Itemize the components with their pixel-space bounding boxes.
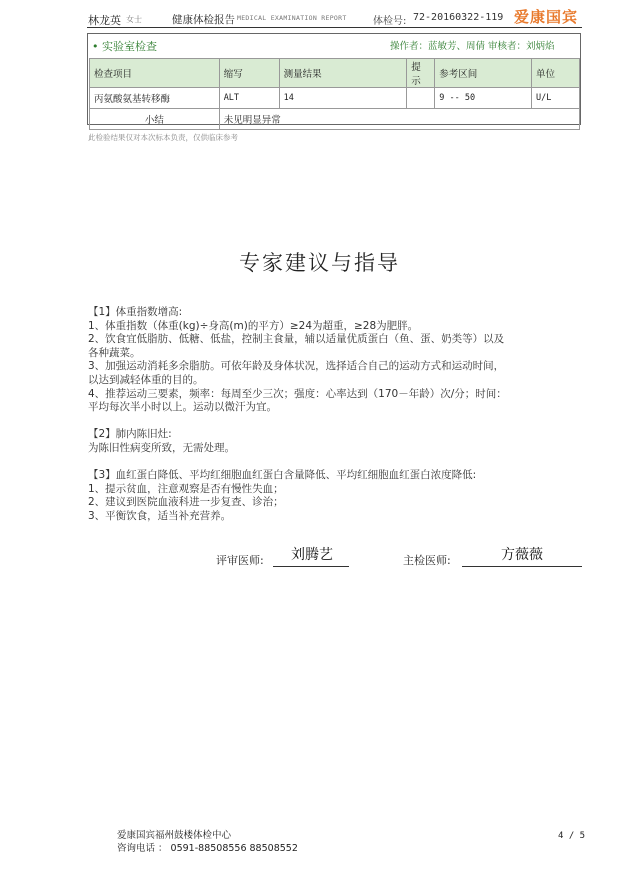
advice-line: 平均每次半小时以上。运动以微汗为宜。	[88, 401, 277, 414]
advice-line: 2、建议到医院血液科进一步复查、诊治；	[88, 496, 284, 509]
section-operators: 操作者：蓝敏芳、周倩 审核者：刘炳焰	[390, 41, 555, 52]
col-header-range: 参考区间	[435, 59, 532, 88]
patient-name: 林龙英	[88, 14, 121, 27]
cell-range: 9 -- 50	[435, 88, 532, 109]
advice-title: 专家建议与指导	[239, 251, 400, 275]
cell-hint	[407, 88, 435, 109]
chief-signature: 方薇薇	[501, 547, 543, 563]
brand-logo: 爱康国宾	[514, 8, 579, 26]
report-title-en: MEDICAL EXAMINATION REPORT	[237, 14, 347, 22]
col-header-hint: 提示	[407, 59, 435, 88]
col-header-item: 检查项目	[90, 59, 220, 88]
lab-results-table	[89, 58, 580, 130]
advice-line: 【2】肺内陈旧灶:	[88, 428, 172, 441]
patient-gender: 女士	[126, 15, 142, 24]
summary-row	[90, 109, 580, 130]
summary-value: 未见明显异常	[219, 109, 579, 130]
footer-phone: 咨询电话 ： 0591-88508556 88508552	[117, 843, 298, 854]
cell-abbr: ALT	[219, 88, 279, 109]
reviewer-label: 评审医师:	[216, 554, 264, 567]
advice-line: 【1】体重指数增高:	[88, 306, 183, 318]
cell-result: 14	[279, 88, 407, 109]
disclaimer-text: 此检验结果仅对本次标本负责，仅供临床参考	[88, 133, 238, 142]
page-number: 4 / 5	[558, 831, 586, 841]
reviewer-signature-line	[273, 566, 349, 567]
reviewer-signature: 刘腾艺	[291, 547, 333, 563]
advice-line: 为陈旧性病变所致，无需处理。	[88, 441, 235, 454]
table-header-row	[90, 59, 580, 88]
cell-unit: U/L	[532, 88, 580, 109]
table-row	[90, 88, 580, 109]
col-header-result: 测量结果	[279, 59, 407, 88]
chief-label: 主检医师:	[403, 554, 451, 567]
advice-line: 各种蔬菜。	[88, 346, 141, 359]
advice-line: 以达到减轻体重的目的。	[88, 373, 204, 386]
advice-line: 4、推荐运动三要素，频率：每周至少三次；强度：心率达到（170－年龄）次/分；时间：	[88, 387, 507, 400]
header-divider	[87, 27, 582, 28]
col-header-unit: 单位	[532, 59, 580, 88]
advice-line: 1、体重指数（体重(kg)÷身高(m)的平方）≥24为超重，≥28为肥胖。	[88, 319, 419, 332]
advice-line: 【3】血红蛋白降低、平均红细胞血红蛋白含量降低、平均红细胞血红蛋白浓度降低:	[88, 469, 477, 482]
cell-item: 丙氨酸氨基转移酶	[90, 88, 220, 109]
section-title: • 实验室检查	[92, 40, 157, 53]
summary-label: 小结	[90, 109, 220, 130]
advice-line: 3、平衡饮食，适当补充营养。	[88, 509, 232, 522]
report-title: 健康体检报告	[172, 14, 235, 26]
advice-gap	[88, 415, 588, 429]
exam-number: 72-20160322-119	[413, 12, 504, 23]
advice-gap	[88, 456, 588, 470]
advice-line: 3、加强运动消耗多余脂肪。可依年龄及身体状况，选择适合自己的运动方式和运动时间，	[88, 360, 505, 373]
advice-line: 2、饮食宜低脂肪、低糖、低盐，控制主食量，辅以适量优质蛋白（鱼、蛋、奶类等）以及	[88, 333, 505, 346]
advice-line: 1、提示贫血，注意观察是否有慢性失血；	[88, 482, 284, 495]
col-header-abbr: 缩写	[219, 59, 279, 88]
chief-signature-line	[462, 566, 582, 567]
footer-center-name: 爱康国宾福州鼓楼体检中心	[117, 830, 232, 841]
advice-body	[88, 306, 588, 524]
exam-number-label: 体检号:	[373, 16, 407, 27]
